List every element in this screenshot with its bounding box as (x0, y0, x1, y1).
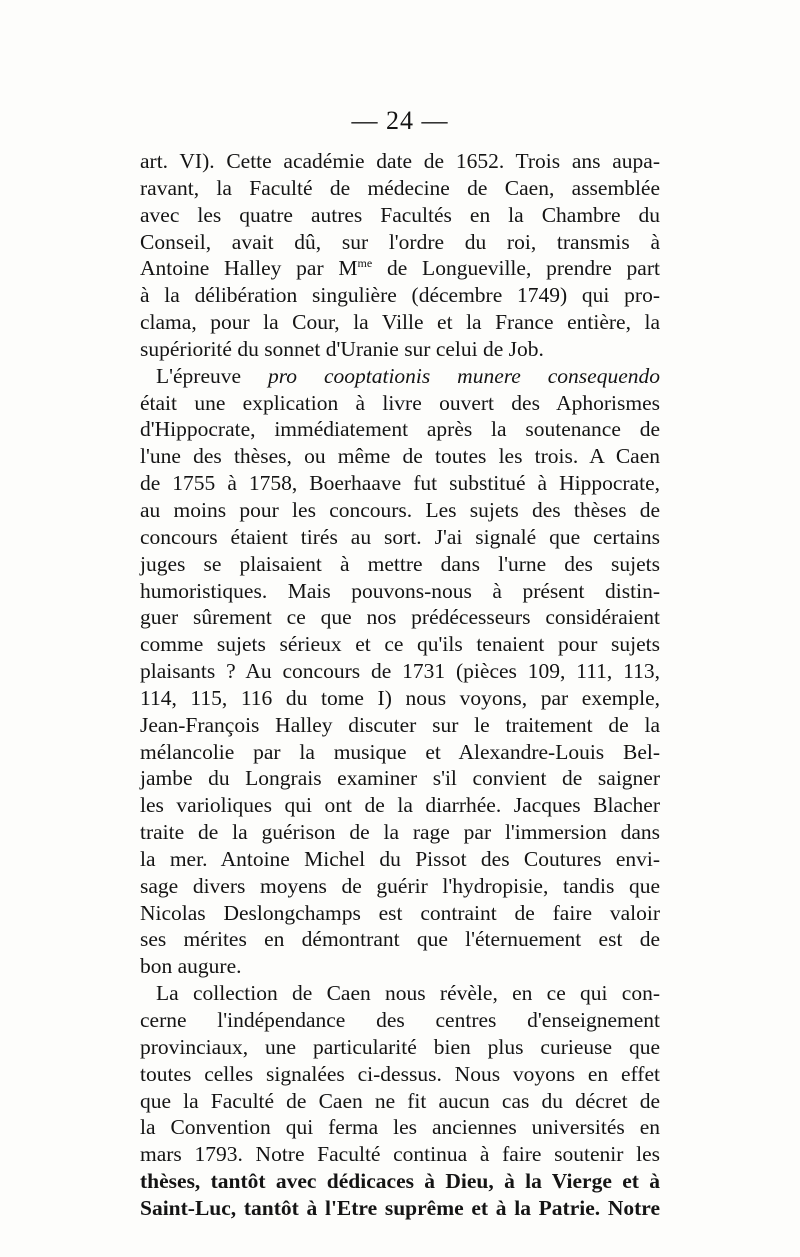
text-line: à la délibération singulière (décembre 1749) qui pro- (140, 283, 660, 308)
text-fragment: de Longueville, prendre part (372, 256, 660, 281)
text-line: cerne l'indépendance des centres d'enseignement (140, 1008, 660, 1032)
body-text (140, 148, 660, 1222)
text-line (140, 255, 660, 282)
text-line: la Convention qui ferma les anciennes universités en (140, 1115, 660, 1140)
text-line: comme sujets sérieux et ce qu'ils tenaient pour sujets (140, 632, 660, 657)
text-line: sage divers moyens de guérir l'hydropisie, tandis que (140, 873, 660, 898)
text-line: provinciaux, une particularité bien plus curieuse que (140, 1034, 660, 1059)
text-fragment: L'épreuve (156, 363, 268, 388)
text-line: La collection de Caen nous révèle, en ce qui con- (156, 981, 660, 1006)
text-line: thèses, tantôt avec dédicaces à Dieu, à la Vierge et à (140, 1169, 660, 1194)
text-line: bon augure. (140, 954, 242, 979)
text-line: que la Faculté de Caen ne fit aucun cas du décret de (140, 1088, 660, 1113)
text-line: 114, 115, 116 du tome I) nous voyons, par exemple, (140, 685, 660, 710)
text-line: supériorité du sonnet d'Uranie sur celui de Job. (140, 336, 544, 361)
text-line: les varioliques qui ont de la diarrhée. Jacques Blacher (140, 793, 660, 818)
text-line: guer sûrement ce que nos prédécesseurs considéraient (140, 605, 660, 630)
text-line: ravant, la Faculté de médecine de Caen, assemblée (140, 175, 660, 200)
page-number: — 24 — (351, 106, 449, 135)
superscript: me (357, 256, 373, 271)
text-line: Saint-Luc, tantôt à l'Etre suprême et à la Patrie. Notre (140, 1195, 660, 1220)
text-line (140, 363, 660, 390)
text-line: art. VI). Cette académie date de 1652. Trois ans aupa- (140, 149, 660, 173)
text-line: ses mérites en démontrant que l'éternuement est de (140, 927, 660, 952)
text-line: l'une des thèses, ou même de toutes les trois. A Caen (140, 444, 660, 469)
text-line: toutes celles signalées ci-dessus. Nous voyons en effet (140, 1061, 660, 1086)
text-line: mélancolie par la musique et Alexandre-Louis Bel- (140, 739, 660, 764)
text-line: juges se plaisaient à mettre dans l'urne des sujets (140, 551, 660, 576)
text-line: la mer. Antoine Michel du Pissot des Coutures envi- (140, 846, 660, 871)
text-line: concours étaient tirés au sort. J'ai signalé que certains (140, 524, 660, 549)
text-line: clama, pour la Cour, la Ville et la France entière, la (140, 310, 660, 335)
text-line: avec les quatre autres Facultés en la Chambre du (140, 202, 660, 227)
text-line: Nicolas Deslongchamps est contraint de faire valoir (140, 900, 660, 925)
text-line: Conseil, avait dû, sur l'ordre du roi, transmis à (140, 229, 660, 254)
text-line: jambe du Longrais examiner s'il convient de saigner (140, 766, 660, 791)
text-line: au moins pour les concours. Les sujets des thèses de (140, 497, 660, 522)
text-line: humoristiques. Mais pouvons-nous à présent distin- (140, 578, 660, 603)
text-line: était une explication à livre ouvert des Aphorismes (140, 390, 660, 415)
text-line: mars 1793. Notre Faculté continua à faire soutenir les (140, 1142, 660, 1167)
text-fragment: Antoine Halley par M (140, 256, 358, 281)
text-line: de 1755 à 1758, Boerhaave fut substitué à Hippocrate, (140, 471, 660, 496)
text-line: Jean-François Halley discuter sur le traitement de la (140, 712, 660, 737)
text-line: d'Hippocrate, immédiatement après la soutenance de (140, 417, 660, 442)
text-line: plaisants ? Au concours de 1731 (pièces 109, 111, 113, (140, 659, 660, 684)
latin-phrase: pro cooptationis munere consequendo (267, 363, 660, 388)
text-line: traite de la guérison de la rage par l'immersion dans (140, 820, 660, 845)
